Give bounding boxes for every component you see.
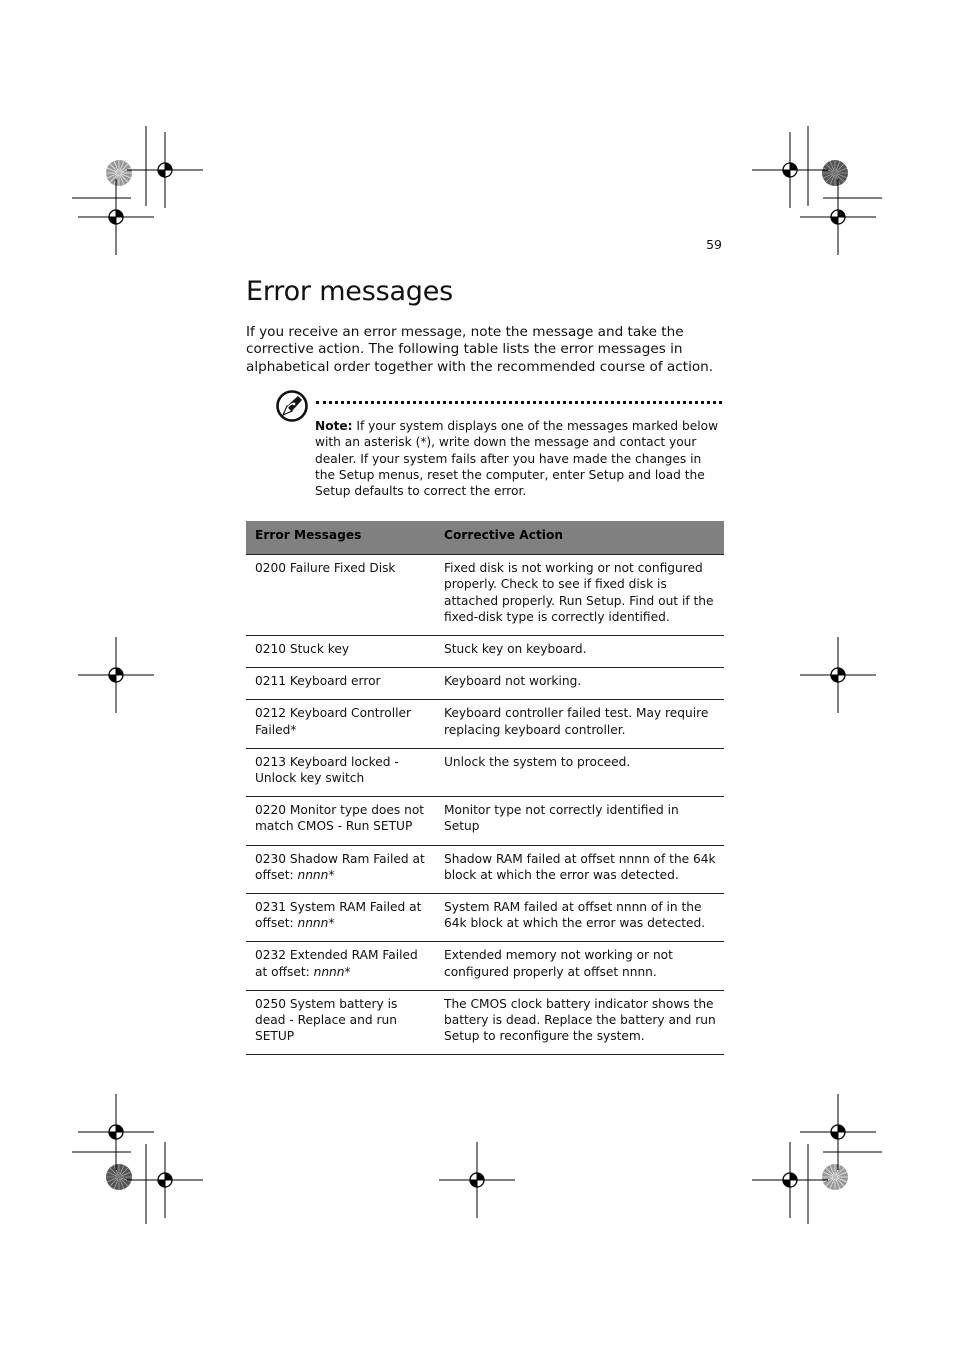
table-header-row <box>246 521 724 555</box>
error-message-cell: 0213 Keyboard locked - Unlock key switch <box>246 748 435 796</box>
note-text <box>315 418 723 499</box>
asterisk-marker: * <box>328 916 335 931</box>
note-body: If your system displays one of the messages marked below with an asterisk (*), write down the message and contact your dealer. If your system fails after you have made the changes in the Setup menus, reset the computer, enter Setup and load the Setup defaults to correct the error. <box>315 419 719 499</box>
corrective-action-cell: Keyboard controller failed test. May require replacing keyboard controller. <box>435 700 724 748</box>
corrective-action-cell: System RAM failed at offset nnnn of in the 64k block at which the error was detected. <box>435 894 724 942</box>
error-message-cell: 0220 Monitor type does not match CMOS - Run SETUP <box>246 797 435 845</box>
error-messages-table <box>246 521 724 1055</box>
note-pen-icon <box>274 388 310 424</box>
offset-variable: nnnn <box>297 867 329 882</box>
page-title: Error messages <box>246 276 454 307</box>
error-message-cell <box>246 894 435 942</box>
table-row <box>246 797 724 845</box>
corrective-action-cell: Stuck key on keyboard. <box>435 636 724 668</box>
note-label: Note: <box>315 419 353 433</box>
table-row <box>246 748 724 796</box>
corrective-action-cell: Fixed disk is not working or not configured properly. Check to see if fixed disk is attached properly. Run Setup. Find out if the fixed-disk type is correctly identified. <box>435 555 724 636</box>
error-message-cell <box>246 845 435 893</box>
table-row <box>246 555 724 636</box>
table-row <box>246 636 724 668</box>
error-message-cell: 0200 Failure Fixed Disk <box>246 555 435 636</box>
table-row <box>246 942 724 990</box>
corrective-action-cell: Extended memory not working or not configured properly at offset nnnn. <box>435 942 724 990</box>
error-message-text: 0230 Shadow Ram Failed at offset: <box>255 851 425 882</box>
error-message-cell: 0250 System battery is dead - Replace and run SETUP <box>246 990 435 1055</box>
corrective-action-cell: The CMOS clock battery indicator shows the battery is dead. Replace the battery and run Setup to reconfigure the system. <box>435 990 724 1055</box>
table-row <box>246 845 724 893</box>
table-row <box>246 990 724 1055</box>
corrective-action-cell: Monitor type not correctly identified in Setup <box>435 797 724 845</box>
error-message-cell <box>246 942 435 990</box>
note-divider <box>316 401 722 404</box>
error-message-text: 0232 Extended RAM Failed at offset: <box>255 948 418 979</box>
corrective-action-cell: Shadow RAM failed at offset nnnn of the 64k block at which the error was detected. <box>435 845 724 893</box>
error-message-cell: 0210 Stuck key <box>246 636 435 668</box>
asterisk-marker: * <box>344 964 351 979</box>
intro-paragraph: If you receive an error message, note the message and take the corrective action. The following table lists the error messages in alphabetical order together with the recommended course of action. <box>246 324 714 375</box>
table-row <box>246 894 724 942</box>
page-number: 59 <box>706 237 722 252</box>
corrective-action-cell: Unlock the system to proceed. <box>435 748 724 796</box>
table-row <box>246 700 724 748</box>
column-header-error-messages: Error Messages <box>246 521 435 555</box>
table-row <box>246 668 724 700</box>
column-header-corrective-action: Corrective Action <box>435 521 724 555</box>
error-message-cell: 0212 Keyboard Controller Failed* <box>246 700 435 748</box>
asterisk-marker: * <box>328 867 335 882</box>
error-message-text: 0231 System RAM Failed at offset: <box>255 900 422 931</box>
error-message-cell: 0211 Keyboard error <box>246 668 435 700</box>
corrective-action-cell: Keyboard not working. <box>435 668 724 700</box>
offset-variable: nnnn <box>297 916 329 931</box>
offset-variable: nnnn <box>313 964 345 979</box>
